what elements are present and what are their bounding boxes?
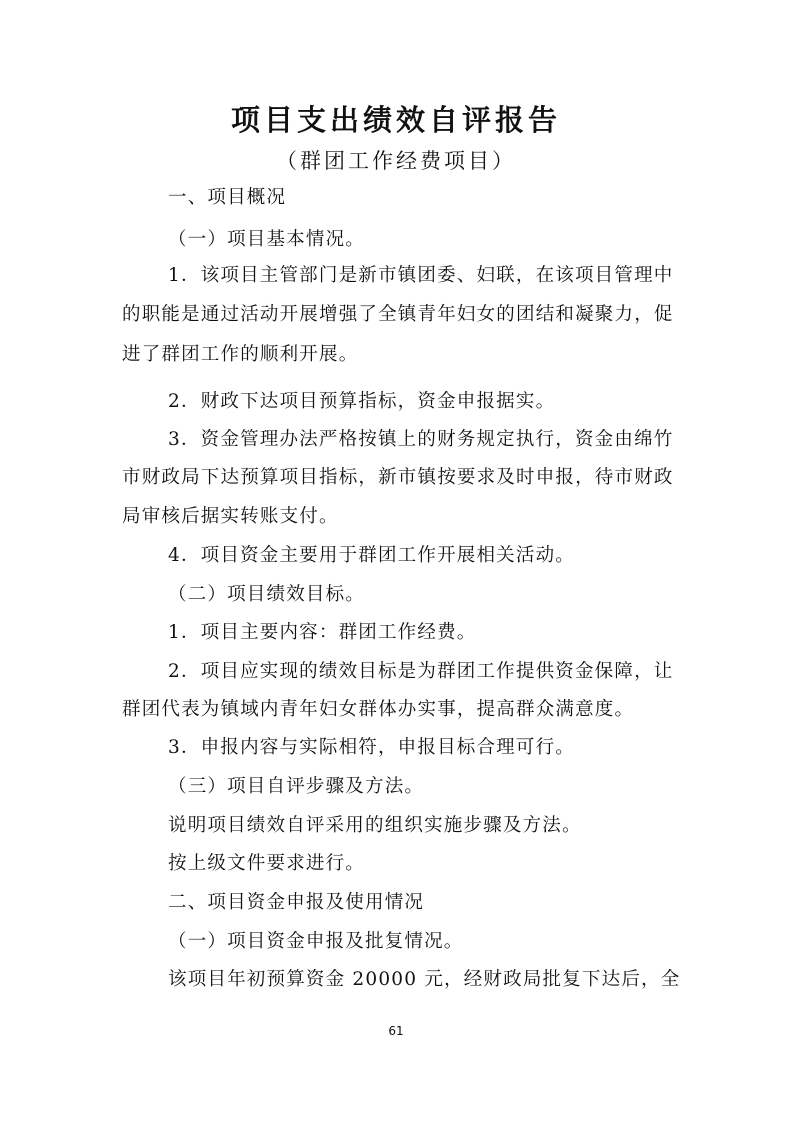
paragraph-line: 按上级文件要求进行。 xyxy=(168,853,366,874)
paragraph-line: 市财政局下达预算项目指标，新市镇按要求及时申报，待市财政 xyxy=(122,467,674,488)
paragraph-line: 4．项目资金主要用于群团工作开展相关活动。 xyxy=(168,545,575,566)
page-number: 61 xyxy=(388,1024,404,1038)
paragraph-line: 1．项目主要内容：群团工作经费。 xyxy=(168,622,477,643)
paragraph-line: 局审核后据实转账支付。 xyxy=(122,506,339,527)
section-heading-2: 二、项目资金申报及使用情况 xyxy=(168,892,425,913)
paragraph-line: 该项目年初预算资金 20000 元，经财政局批复下达后，全 xyxy=(168,969,681,990)
paragraph-line: 3．申报内容与实际相符，申报目标合理可行。 xyxy=(168,737,575,758)
paragraph-line: 3．资金管理办法严格按镇上的财务规定执行，资金由绵竹 xyxy=(168,429,674,450)
paragraph-line: 2．财政下达项目预算指标，资金申报据实。 xyxy=(168,391,556,412)
subsection-heading-1-1: （一）项目基本情况。 xyxy=(168,229,366,250)
subsection-heading-1-2: （二）项目绩效目标。 xyxy=(168,584,366,605)
paragraph-line: 群团代表为镇域内青年妇女群体办实事，提高群众满意度。 xyxy=(122,699,635,720)
document-subtitle: （群团工作经费项目） xyxy=(276,149,516,173)
document-title: 项目支出绩效自评报告 xyxy=(230,103,561,137)
paragraph-line: 1．该项目主管部门是新市镇团委、妇联，在该项目管理中 xyxy=(168,265,674,286)
section-heading-1: 一、项目概况 xyxy=(168,187,287,208)
paragraph-line: 的职能是通过活动开展增强了全镇青年妇女的团结和凝聚力，促 xyxy=(122,304,674,325)
paragraph-line: 进了群团工作的顺利开展。 xyxy=(122,344,359,365)
subsection-heading-1-3: （三）项目自评步骤及方法。 xyxy=(168,776,425,797)
subsection-heading-2-1: （一）项目资金申报及批复情况。 xyxy=(168,931,464,952)
paragraph-line: 说明项目绩效自评采用的组织实施步骤及方法。 xyxy=(168,815,582,836)
paragraph-line: 2．项目应实现的绩效目标是为群团工作提供资金保障，让 xyxy=(168,661,674,682)
